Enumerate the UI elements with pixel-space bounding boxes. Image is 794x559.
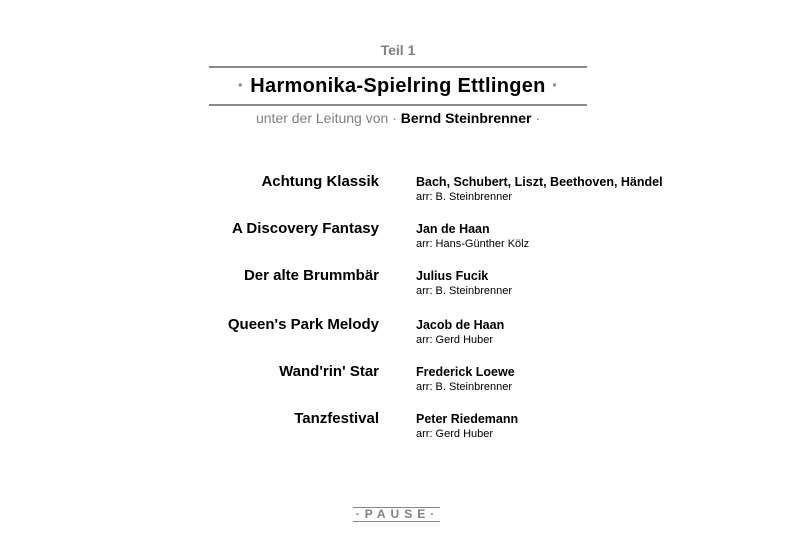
divider-top (209, 66, 587, 68)
bullet: · (535, 110, 541, 126)
subtitle (0, 110, 794, 126)
piece-title: A Discovery Fantasy (231, 220, 379, 237)
divider-bottom (209, 104, 587, 106)
piece-title: Queen's Park Melody (227, 316, 379, 333)
arranger: arr: Gerd Huber (416, 428, 494, 440)
arranger: arr: B. Steinbrenner (416, 191, 512, 203)
part-label: Teil 1 (380, 42, 416, 58)
bullet: · (392, 110, 397, 126)
arranger: arr: B. Steinbrenner (416, 285, 512, 297)
arranger: arr: Hans-Günther Kölz (416, 238, 530, 250)
piece-title: Achtung Klassik (261, 173, 379, 190)
composer: Peter Riedemann (416, 412, 519, 426)
arranger: arr: B. Steinbrenner (416, 381, 512, 393)
page-title (0, 75, 794, 98)
bullet: · (237, 75, 245, 97)
conductor-name: Bernd Steinbrenner (400, 110, 532, 126)
subtitle-prefix: unter der Leitung von (255, 110, 389, 126)
arranger: arr: Gerd Huber (416, 334, 494, 346)
piece-title: Tanzfestival (294, 410, 379, 427)
composer: Julius Fucik (416, 269, 489, 283)
piece-title: Der alte Brummbär (243, 267, 379, 284)
title-text: Harmonika-Spielring Ettlingen (250, 75, 546, 97)
piece-title: Wand'rin' Star (279, 363, 379, 380)
bullet: · (551, 75, 559, 97)
composer: Jan de Haan (416, 222, 490, 236)
composer: Bach, Schubert, Liszt, Beethoven, Händel (416, 175, 663, 189)
composer: Frederick Loewe (416, 365, 515, 379)
composer: Jacob de Haan (416, 318, 505, 332)
pause-label: ·PAUSE· (353, 507, 440, 522)
